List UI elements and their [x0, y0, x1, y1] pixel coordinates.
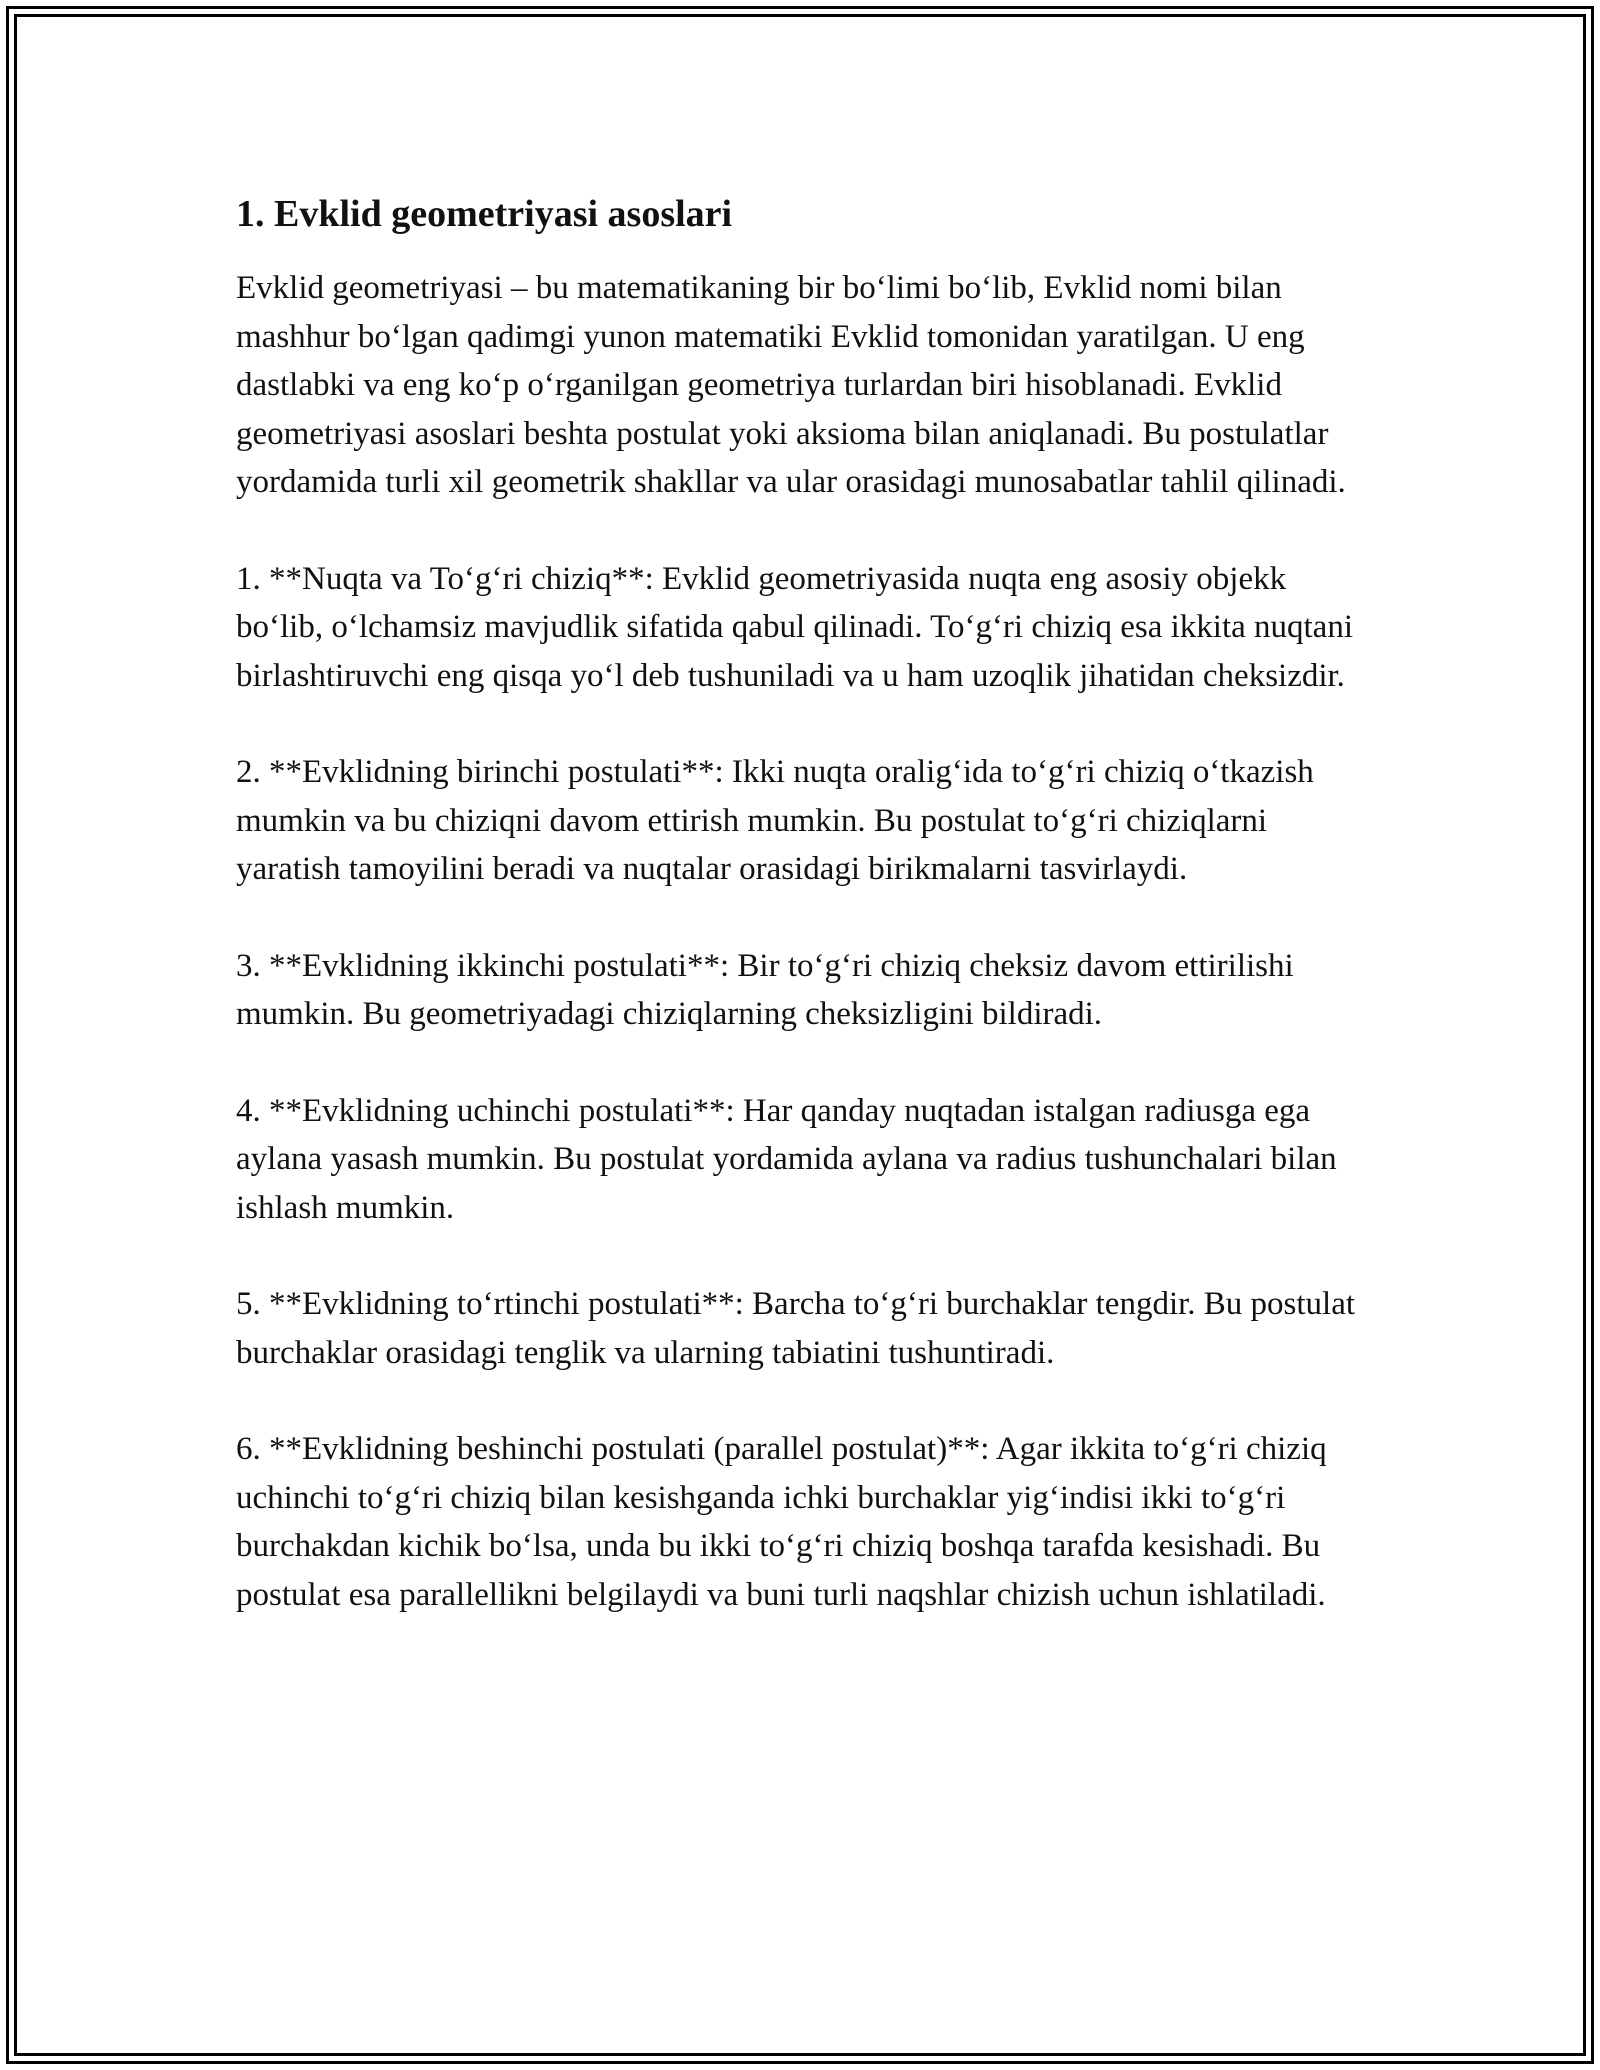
- third-postulate-paragraph: 4. **Evklidning uchinchi postulati**: Har qanday nuqtadan istalgan radiusga ega aylana yasash mumkin. Bu postulat yordamida aylana va radius tushunchalari bilan ishlash mumkin.: [236, 1092, 1337, 1226]
- intro-paragraph: Evklid geometriyasi – bu matematikaning bir bo‘limi bo‘lib, Evklid nomi bilan mashhur bo‘lgan qadimgi yunon matematiki Evklid tomonidan yaratilgan. U eng dastlabki va eng ko‘p o‘rganilgan geometriya turlardan biri hisoblanadi. Evklid geometriyasi asoslari beshta postulat yoki aksioma bilan aniqlanadi. Bu postulatlar yordamida turli xil geometrik shakllar va ular orasidagi munosabatlar tahlil qilinadi.: [236, 270, 1346, 500]
- point-and-line-paragraph: 1. **Nuqta va To‘g‘ri chiziq**: Evklid geometriyasida nuqta eng asosiy objekk bo‘lib, o‘lchamsiz mavjudlik sifatida qabul qilinadi. To‘g‘ri chiziq esa ikkita nuqtani birlashtiruvchi eng qisqa yo‘l deb tushuniladi va u ham uzoqlik jihatidan cheksizdir.: [236, 560, 1353, 694]
- fifth-postulate-paragraph: 6. **Evklidning beshinchi postulati (parallel postulat)**: Agar ikkita to‘g‘ri chiziq uchinchi to‘g‘ri chiziq bilan kesishganda ichki burchaklar yig‘indisi ikki to‘g‘ri burchakdan kichik bo‘lsa, unda bu ikki to‘g‘ri chiziq boshqa tarafda kesishadi. Bu postulat esa parallellikni belgilaydi va buni turli naqshlar chizish uchun ishlatiladi.: [236, 1431, 1327, 1613]
- document-title: 1. Evklid geometriyasi asoslari: [236, 193, 733, 235]
- document-body: [236, 186, 1376, 1667]
- fourth-postulate-paragraph: 5. **Evklidning to‘rtinchi postulati**: Barcha to‘g‘ri burchaklar tengdir. Bu postulat burchaklar orasidagi tenglik va ularning tabiatini tushuntiradi.: [236, 1286, 1356, 1371]
- first-postulate-paragraph: 2. **Evklidning birinchi postulati**: Ikki nuqta oralig‘ida to‘g‘ri chiziq o‘tkazish mumkin va bu chiziqni davom ettirish mumkin. Bu postulat to‘g‘ri chiziqlarni yaratish tamoyilini beradi va nuqtalar orasidagi birikmalarni tasvirlaydi.: [236, 754, 1314, 887]
- second-postulate-paragraph: 3. **Evklidning ikkinchi postulati**: Bir to‘g‘ri chiziq cheksiz davom ettirilishi mumkin. Bu geometriyadagi chiziqlarning cheksizligini bildiradi.: [236, 947, 1294, 1032]
